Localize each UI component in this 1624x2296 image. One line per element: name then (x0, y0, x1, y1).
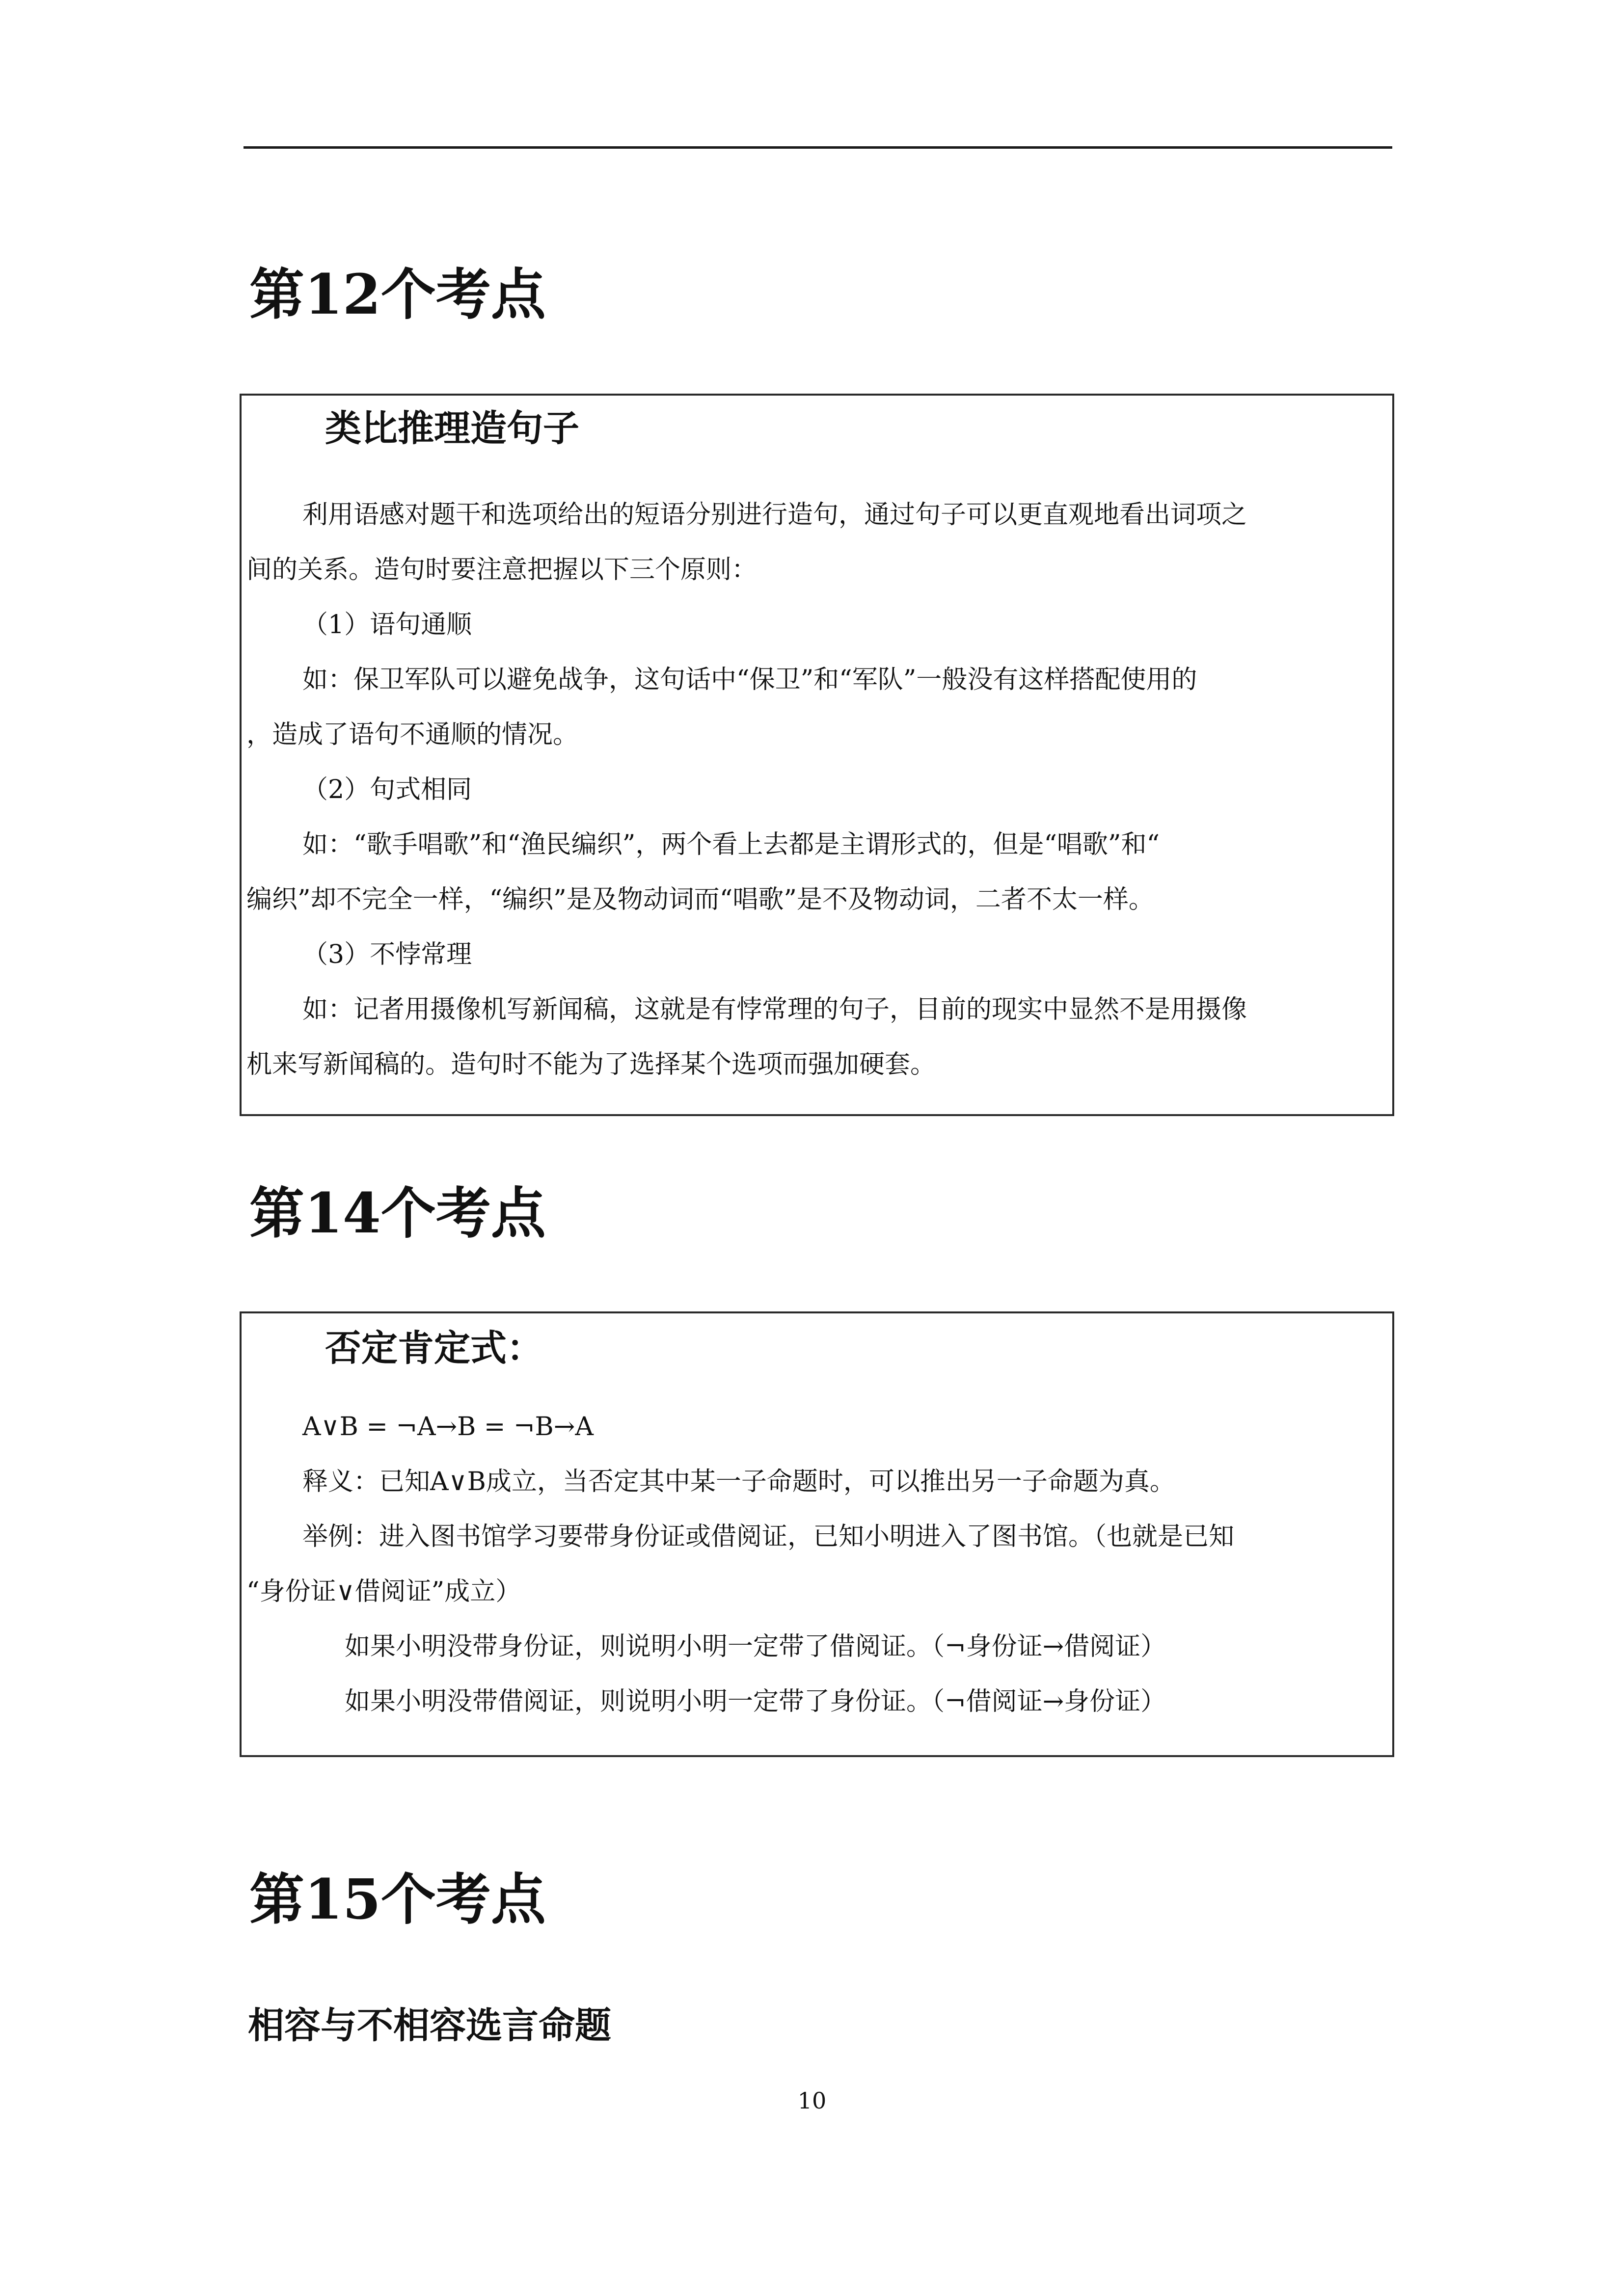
section-heading-15: 第15个考点 (249, 1868, 546, 1932)
text-line: ，造成了语句不通顺的情况。 (246, 720, 579, 749)
text-line: 机来写新闻稿的。造句时不能为了选择某个选项而强加硬套。 (246, 1050, 936, 1079)
box-title-negation-affirmation: 否定肯定式： (325, 1327, 543, 1369)
page-number: 10 (797, 2087, 827, 2114)
formula-line: A∨B = ¬A→B = ¬B→A (302, 1412, 594, 1442)
section-box-14 (240, 1311, 1394, 1757)
box-title-analogy-sentences: 类比推理造句子 (325, 407, 579, 450)
section-heading-14: 第14个考点 (249, 1181, 546, 1246)
text-line: “身份证∨借阅证”成立） (246, 1577, 521, 1606)
text-line: 编织”却不完全一样，“编织”是及物动词而“唱歌”是不及物动词，二者不太一样。 (246, 885, 1154, 914)
text-line: 如：记者用摄像机写新闻稿，这就是有悖常理的句子，目前的现实中显然不是用摄像 (302, 995, 1247, 1024)
text-line: 如果小明没带借阅证，则说明小明一定带了身份证。（¬借阅证→身份证） (345, 1687, 1166, 1716)
text-line: 如：“歌手唱歌”和“渔民编织”，两个看上去都是主谓形式的，但是“唱歌”和“ (302, 830, 1160, 859)
text-line: 间的关系。造句时要注意把握以下三个原则： (246, 555, 758, 585)
text-line: 利用语感对题干和选项给出的短语分别进行造句，通过句子可以更直观地看出词项之 (302, 500, 1247, 530)
text-line: （1）语句通顺 (302, 610, 472, 640)
text-line: 举例：进入图书馆学习要带身份证或借阅证，已知小明进入了图书馆。（也就是已知 (302, 1522, 1235, 1551)
text-line: 如果小明没带身份证，则说明小明一定带了借阅证。（¬身份证→借阅证） (345, 1632, 1166, 1661)
section-box-12 (240, 394, 1394, 1116)
sub-heading-disjunctive-propositions: 相容与不相容选言命题 (248, 2004, 611, 2047)
text-line: 释义：已知A∨B成立，当否定其中某一子命题时，可以推出另一子命题为真。 (302, 1467, 1175, 1496)
text-line: （2）句式相同 (302, 775, 472, 804)
header-rule (244, 146, 1392, 149)
text-line: 如：保卫军队可以避免战争，这句话中“保卫”和“军队”一般没有这样搭配使用的 (302, 665, 1197, 694)
section-heading-12: 第12个考点 (249, 263, 546, 327)
text-line: （3）不悖常理 (302, 940, 472, 969)
